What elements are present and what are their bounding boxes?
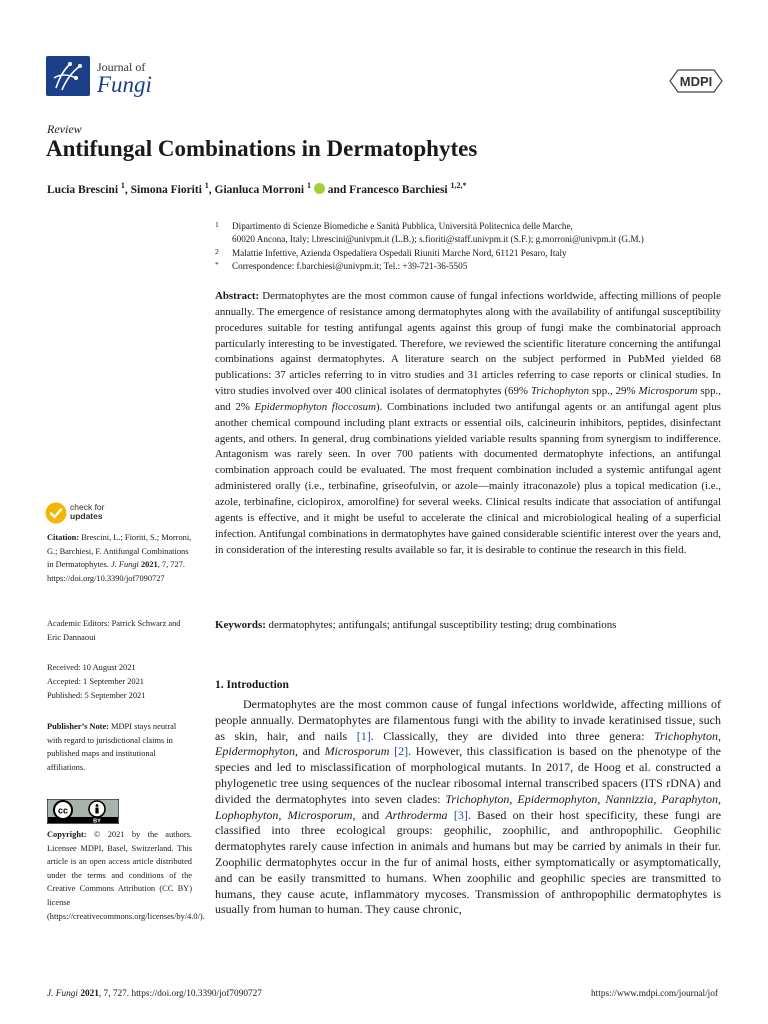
journal-of-label: Journal of bbox=[97, 60, 146, 74]
abstract-label: Abstract: bbox=[215, 290, 260, 302]
footer-journal-url[interactable]: https://www.mdpi.com/journal/jof bbox=[591, 989, 718, 999]
abstract: Abstract: Dermatophytes are the most common cause of fungal infections worldwide, affecting millions of people annually. The emergence of resistance among dermatophytes along with the availability of antifungal susceptibility procedures suitable for testing antifungal agents against this group of fungi make the combinatorial approach particularly interesting to be investigated. Therefore, we reviewed the scientific literature concerning the antifungal combinations against dermatophytes. A literature search on the subject performed in PubMed yielded 68 publications: 37 articles referring to in vitro studies and 31 articles referring to case reports or clinical studies. In vitro studies involved over 400 clinical isolates of dermatophytes (69% Trichophyton spp., 29% Microsporum spp., and 2% Epidermophyton floccosum). Combinations included two antifungal agents or an antifungal agent plus another chemical compound including plant extracts or essential oils, calcineurin inhibitors, peptides, disinfectant agents, and others. In general, drug combinations yielded variable results spanning from synergism to indifference. Antagonism was rarely seen. In over 700 patients with documented dermatophyte infections, an antifungal combination approach could be evaluated. The most frequent combination included a systemic antifungal agent administered orally (i.e., terbinafine, griseofulvin, or azole—mainly itraconazole) plus a topical medication (i.e., azole, terbinafine, ciclopirox, amorolfine) for several weeks. Clinical results indicate that association of antifungal agents is effective, and it might be useful to accelerate the clinical and microbiological healing of a superficial infection. Antifungal combinations in dermatophytes have gained considerable scientific interest over the years and, in consideration of the interesting results available so far, it is desirable to continue the research in this field. bbox=[215, 290, 721, 556]
author-name: Lucia Brescini bbox=[47, 183, 119, 196]
author-name: Simona Fioriti bbox=[130, 183, 202, 196]
reference-link[interactable]: [2] bbox=[394, 744, 409, 759]
footer-citation: J. Fungi 2021, 7, 727. https://doi.org/10.3390/jof7090727 bbox=[47, 989, 262, 999]
svg-text:cc: cc bbox=[57, 805, 69, 816]
article-title: Antifungal Combinations in Dermatophytes bbox=[46, 136, 478, 161]
publisher-note: Publisher’s Note: MDPI stays neutral with regard to jurisdictional claims in published maps and institutional affiliations. bbox=[47, 722, 177, 772]
accepted-date: Accepted: 1 September 2021 bbox=[47, 677, 144, 686]
author-list: Lucia Brescini $^1$, Simona Fioriti $^1$, Gianluca Morroni $^1$ and Francesco Barchiesi $^{1,2,*}$ bbox=[47, 181, 467, 196]
academic-editors: Academic Editors: Patrick Schwarz and Eric Dannaoui bbox=[47, 619, 181, 642]
cc-by-text: BY bbox=[93, 818, 101, 824]
keywords-label: Keywords: bbox=[215, 619, 266, 631]
check-for-updates-icon[interactable] bbox=[45, 502, 67, 524]
section-heading: 1. Introduction bbox=[215, 679, 289, 691]
reference-link[interactable]: [1] bbox=[356, 728, 371, 743]
author-name: Francesco Barchiesi bbox=[349, 183, 448, 196]
check-for-updates-label[interactable]: check for updates bbox=[70, 502, 105, 521]
copyright-notice: Copyright: © 2021 by the authors. Licensee MDPI, Basel, Switzerland. This article is an open access article distributed under the terms and conditions of the Creative Commons Attribution (CC BY) license (https://creativecommons.org/licenses/by/4.0/). bbox=[47, 830, 205, 921]
citation: Citation: Brescini, L.; Fioriti, S.; Morroni, G.; Barchiesi, F. Antifungal Combinations in Dermatophytes. J. Fungi 2021, 7, 727. https://doi.org/10.3390/jof7090727 bbox=[47, 533, 192, 583]
published-date: Published: 5 September 2021 bbox=[47, 691, 146, 700]
received-date: Received: 10 August 2021 bbox=[47, 663, 136, 672]
journal-name: Fungi bbox=[97, 72, 152, 97]
cc-by-license-icon[interactable] bbox=[47, 799, 119, 824]
mdpi-logo[interactable] bbox=[666, 66, 724, 96]
mdpi-logo-text: MDPI bbox=[679, 74, 713, 89]
keywords: Keywords: dermatophytes; antifungals; antifungal susceptibility testing; drug combinations bbox=[215, 619, 617, 631]
journal-logo bbox=[46, 56, 90, 96]
orcid-icon[interactable] bbox=[314, 183, 325, 194]
introduction-paragraph: Dermatophytes are the most common cause of fungal infections worldwide, affecting millions of people annually. Dermatophytes are filamentous fungi with the ability to invade keratinised tissue, such as skin, hair, and nails [1]. Classically, they are divided into three genera: Trichophyton, Epidermophyton, and Microsporum [2]. However, this classification is based on the phenotype of the species and led to misclassification of morphological mutants. In 2017, de Hoog et al. constructed a phylogenetic tree using sequences of the nuclear ribosomal internal transcribed spacers (ITS rDNA) and divided the dermatophytes into seven clades: Trichophyton, Epidermophyton, Nannizzia, Paraphyton, Lophophyton, Microsporum, and Arthroderma [3]. Based on their host specificity, these fungi are classified into three ecological groups: geophilic, zoophilic, and anthropophilic. Geophilic dermatophytes rarely cause infection in animals and humans but may be carried by animals in their fur. Zoophilic dermatophytes occur in the fur of animal hosts, either symptomatically or asymptomatically, and can be easily transmitted to humans. When zoophilic and geophilic species are transmitted to humans, they cause acute, inflammatory mycoses. Transmission of anthropophilic dermatophytes is usually from human to human. They cause chronic, bbox=[215, 697, 722, 917]
article-type: Review bbox=[47, 122, 82, 136]
author-name: Gianluca Morroni bbox=[214, 183, 305, 196]
reference-link[interactable]: [3] bbox=[453, 807, 468, 822]
